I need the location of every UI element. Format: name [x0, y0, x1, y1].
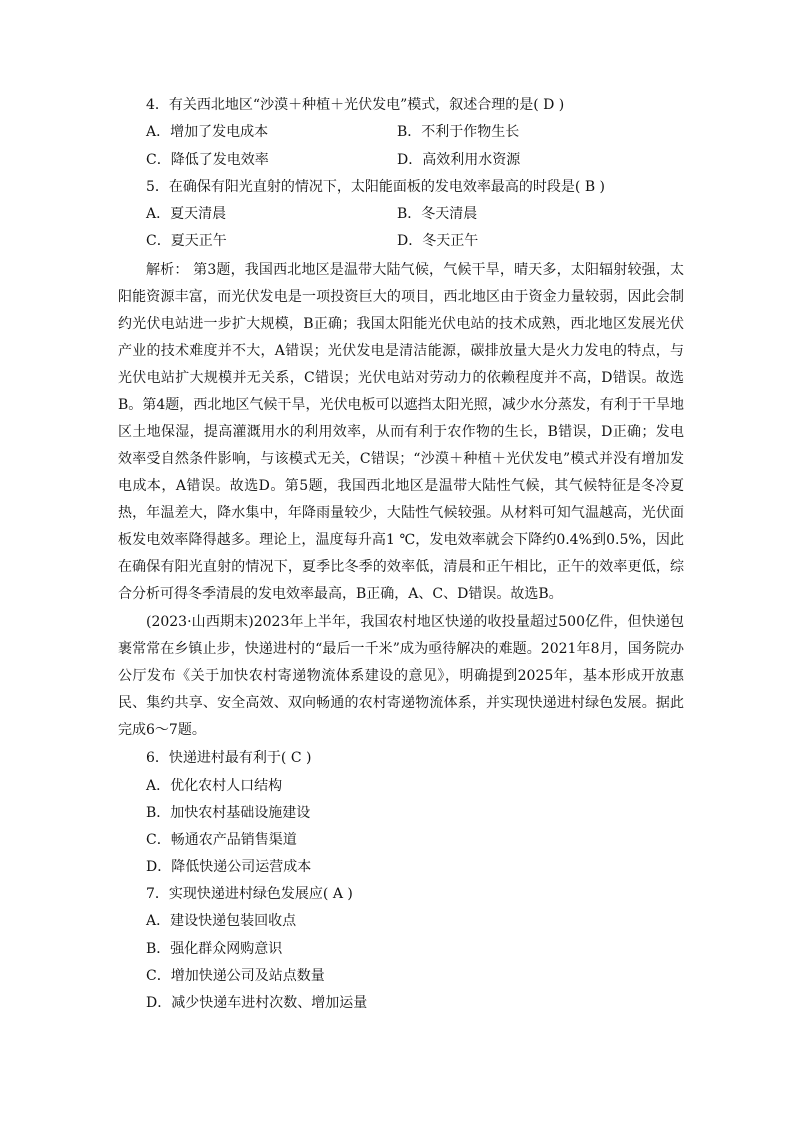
question-7-stem: 7．实现快递进村绿色发展应( A ): [146, 886, 353, 902]
question-5-option-c: C．夏天正午: [146, 233, 227, 249]
question-4-option-b: B．不利于作物生长: [397, 124, 520, 140]
question-7-option-a: A．建设快递包装回收点: [146, 913, 297, 929]
question-6-option-d: D．降低快递公司运营成本: [146, 859, 312, 875]
question-4-option-c: C．降低了发电效率: [146, 152, 269, 168]
question-7-option-c: C．增加快递公司及站点数量: [146, 968, 325, 984]
analysis-text: 解析： 第3题，我国西北地区是温带大陆气候，气候干旱，晴天多，太阳辐射较强，太阳能资源丰富，而光伏发电是一项投资巨大的项目，西北地区由于资金力量较弱，因此会制约光伏电站进一步扩大规模，B正确；我国太阳能光伏电站的技术成熟，西北地区发展光伏产业的技术难度并不大，A错误；光伏发电是清洁能源，碳排放量大是火力发电的特点，与光伏电站扩大规模并无关系，C错误；光伏电站对劳动力的依赖程度并不高，D错误。故选B。第4题，西北地区气候干旱，光伏电板可以遮挡太阳光照，减少水分蒸发，有利于干旱地区土地保湿，提高灌溉用水的利用效率，从而有利于农作物的生长，B错误，D正确；发电效率受自然条件影响，与该模式无关，C错误；“沙漠＋种植＋光伏发电”模式并没有增加发电成本，A错误。故选D。第5题，我国西北地区是温带大陆性气候，其气候特征是冬冷夏热，年温差大，降水集中，年降雨量较少，大陆性气候较强。从材料可知气温越高，光伏面板发电效率降得越多。理论上，温度每升高1 ℃，发电效率就会下降约0.4%到0.5%，因此在确保有阳光直射的情况下，夏季比冬季的效率低，清晨和正午相比，正午的效率更低，综合分析可得冬季清晨的发电效率最高，B正确，A、C、D错误。故选B。: [118, 262, 684, 602]
question-7-option-b: B．强化群众网购意识: [146, 941, 283, 957]
question-6-option-a: A．优化农村人口结构: [146, 778, 283, 794]
question-5-stem: 5．在确保有阳光直射的情况下，太阳能面板的发电效率最高的时段是( B ): [146, 179, 606, 195]
question-5-option-b: B．冬天清晨: [397, 206, 478, 222]
question-6-option-c: C．畅通农产品销售渠道: [146, 832, 297, 848]
question-6-option-b: B．加快农村基础设施建设: [146, 805, 311, 821]
question-6-stem: 6．快递进村最有利于( C ): [146, 750, 312, 766]
question-4-option-d: D．高效利用水资源: [397, 152, 521, 168]
question-5-option-a: A．夏天清晨: [146, 206, 227, 222]
question-7-option-d: D．减少快递车进村次数、增加运量: [146, 995, 368, 1011]
material-paragraph: [118, 609, 684, 744]
question-4-stem: 4．有关西北地区“沙漠＋种植＋光伏发电”模式，叙述合理的是( D ): [146, 97, 565, 113]
analysis-paragraph: [118, 257, 684, 608]
material-text: (2023·山西期末)2023年上半年，我国农村地区快递的收投量超过500亿件，但快递包裹常常在乡镇止步，快递进村的“最后一千米”成为亟待解决的难题。2021年8月，国务院办公厅发布《关于加快农村寄递物流体系建设的意见》，明确提到2025年，基本形成开放惠民、集约共享、安全高效、双向畅通的农村寄递物流体系，并实现快递进村绿色发展。据此完成6～7题。: [118, 614, 684, 738]
question-5-option-d: D．冬天正午: [397, 233, 479, 249]
question-4-option-a: A．增加了发电成本: [146, 124, 269, 140]
